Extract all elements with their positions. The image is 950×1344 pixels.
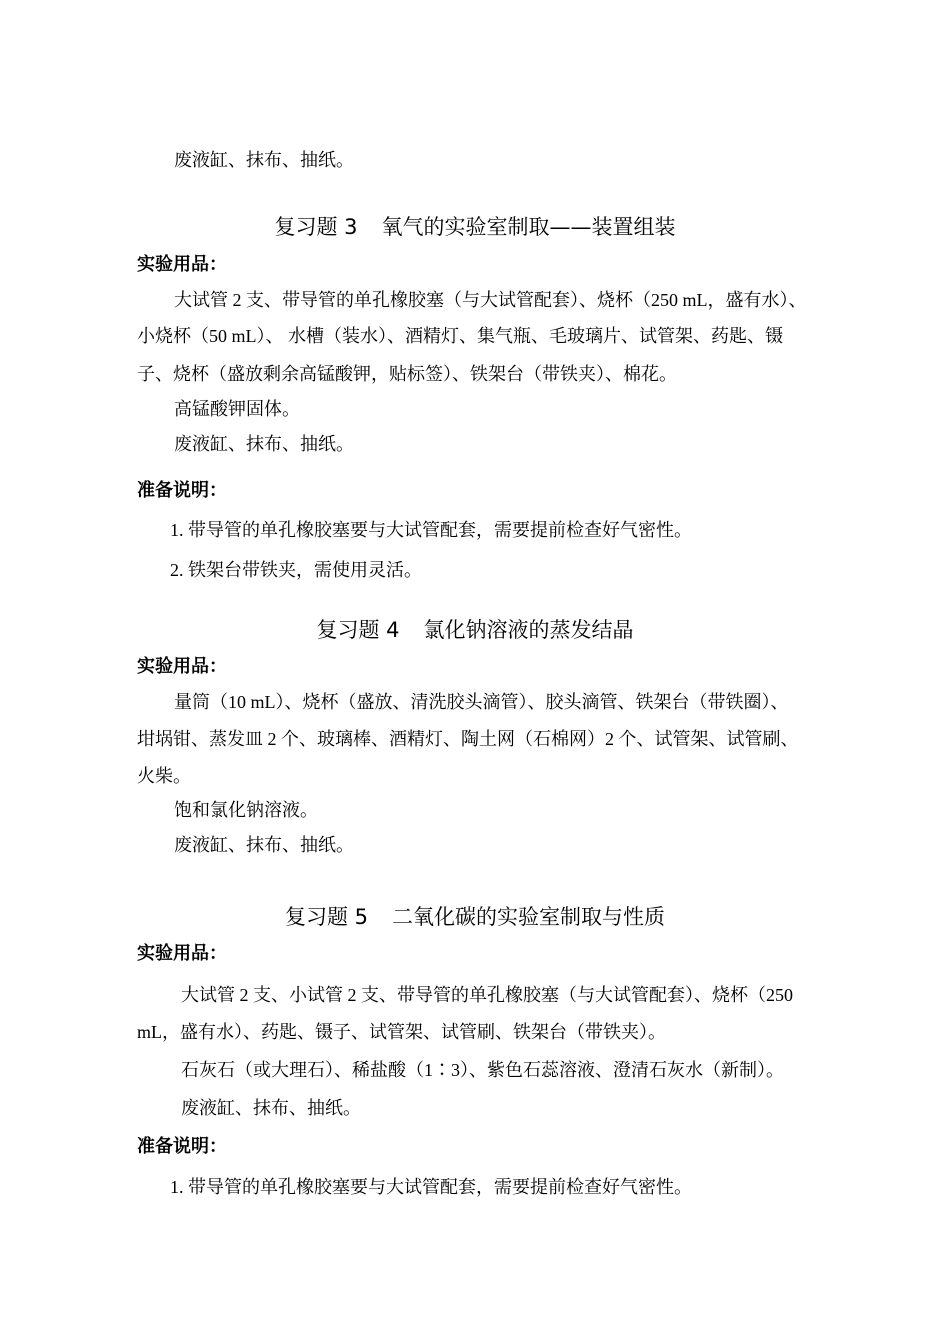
reagent-line: 饱和氯化钠溶液。 bbox=[174, 800, 318, 820]
section-title: 氯化钠溶液的蒸发结晶 bbox=[423, 618, 634, 642]
section-heading-q5 bbox=[0, 903, 950, 931]
reagent-line: 高锰酸钾固体。 bbox=[174, 399, 300, 419]
section-title: 二氧化碳的实验室制取与性质 bbox=[392, 905, 666, 929]
notes-label: 准备说明： bbox=[137, 1136, 227, 1157]
notes-label: 准备说明： bbox=[137, 480, 227, 501]
section-heading-q4 bbox=[0, 616, 950, 644]
note-item: 1. 带导管的单孔橡胶塞要与大试管配套，需要提前检查好气密性。 bbox=[170, 520, 692, 540]
materials-line: 坩埚钳、蒸发皿 2 个、玻璃棒、酒精灯、陶土网（石棉网）2 个、试管架、试管刷、 bbox=[137, 729, 799, 749]
materials-line: 大试管 2 支、带导管的单孔橡胶塞（与大试管配套）、烧杯（250 mL，盛有水）、 bbox=[174, 290, 807, 310]
reagent-line: 石灰石（或大理石）、稀盐酸（1∶3）、紫色石蕊溶液、澄清石灰水（新制）。 bbox=[181, 1060, 784, 1080]
materials-line: 小烧杯（50 mL）、 水槽（装水）、酒精灯、集气瓶、毛玻璃片、试管架、药匙、镊 bbox=[137, 326, 783, 346]
note-item: 1. 带导管的单孔橡胶塞要与大试管配套，需要提前检查好气密性。 bbox=[170, 1177, 692, 1197]
materials-line: mL，盛有水）、药匙、镊子、试管架、试管刷、铁架台（带铁夹）。 bbox=[137, 1022, 666, 1042]
materials-label: 实验用品： bbox=[137, 656, 227, 677]
note-item: 2. 铁架台带铁夹，需使用灵活。 bbox=[170, 560, 422, 580]
section-heading-q3 bbox=[0, 213, 950, 241]
waste-items-line: 废液缸、抹布、抽纸。 bbox=[174, 434, 354, 454]
materials-line: 子、烧杯（盛放剩余高锰酸钾，贴标签）、铁架台（带铁夹）、棉花。 bbox=[137, 364, 677, 384]
materials-line: 大试管 2 支、小试管 2 支、带导管的单孔橡胶塞（与大试管配套）、烧杯（250 bbox=[181, 985, 793, 1005]
section-number: 复习题 4 bbox=[316, 618, 400, 642]
materials-line: 火柴。 bbox=[137, 766, 191, 786]
materials-label: 实验用品： bbox=[137, 254, 227, 275]
materials-label: 实验用品： bbox=[137, 943, 227, 964]
section-number: 复习题 5 bbox=[284, 905, 369, 929]
waste-items-line: 废液缸、抹布、抽纸。 bbox=[181, 1098, 361, 1118]
section-number: 复习题 3 bbox=[274, 215, 358, 239]
waste-items-line: 废液缸、抹布、抽纸。 bbox=[174, 835, 354, 855]
waste-items-line: 废液缸、抹布、抽纸。 bbox=[174, 150, 354, 170]
section-title: 氧气的实验室制取——装置组装 bbox=[381, 215, 676, 239]
materials-line: 量筒（10 mL）、烧杯（盛放、清洗胶头滴管）、胶头滴管、铁架台（带铁圈）、 bbox=[174, 692, 789, 712]
